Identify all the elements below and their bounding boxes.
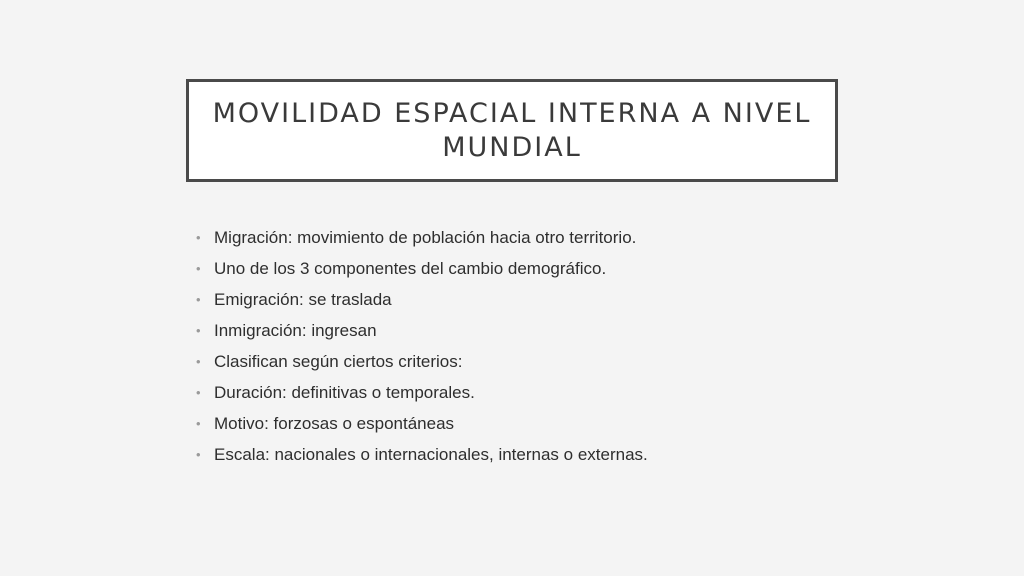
bullet-text: Inmigración: ingresan [214, 321, 377, 340]
bullet-text: Clasifican según ciertos criterios: [214, 352, 463, 371]
bullet-text: Duración: definitivas o temporales. [214, 383, 475, 402]
bullet-icon: • [196, 447, 201, 462]
list-item [196, 377, 936, 408]
bullet-icon: • [196, 354, 201, 369]
slide-title: MOVILIDAD ESPACIAL INTERNA A NIVEL MUNDIAL [212, 97, 812, 163]
list-item [196, 408, 936, 439]
bullet-icon: • [196, 416, 201, 431]
list-item [196, 439, 936, 470]
bullet-text: Motivo: forzosas o espontáneas [214, 414, 455, 433]
list-item [196, 253, 936, 284]
bullet-list [196, 222, 936, 470]
bullet-icon: • [196, 261, 201, 276]
bullet-text: Escala: nacionales o internacionales, internas o externas. [214, 445, 648, 464]
bullet-icon: • [196, 323, 201, 338]
bullet-text: Migración: movimiento de población hacia otro territorio. [214, 228, 637, 247]
list-item [196, 315, 936, 346]
list-item [196, 222, 936, 253]
bullet-icon: • [196, 385, 201, 400]
bullet-icon: • [196, 292, 201, 307]
bullet-text: Emigración: se traslada [214, 290, 392, 309]
bullet-text: Uno de los 3 componentes del cambio demográfico. [214, 259, 607, 278]
title-box [186, 79, 838, 182]
list-item [196, 346, 936, 377]
bullet-icon: • [196, 230, 201, 245]
list-item [196, 284, 936, 315]
